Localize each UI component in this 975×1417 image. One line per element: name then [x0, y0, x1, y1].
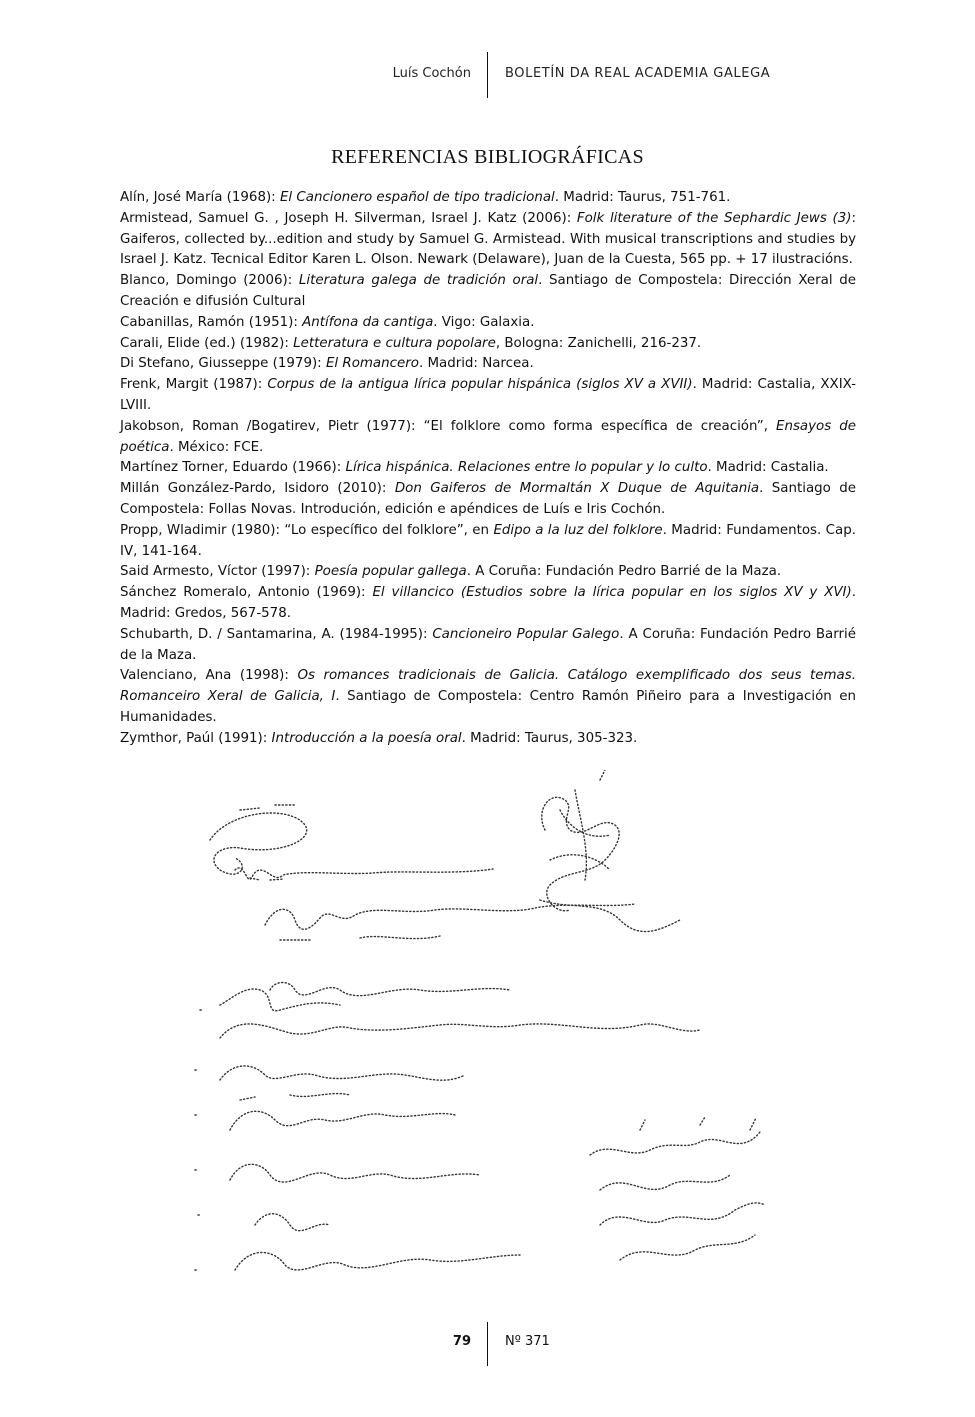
reference-item: Jakobson, Roman /Bogatirev, Pietr (1977): “El folklore como forma específica de creación”, Ensayos de poética. México: FCE.	[120, 418, 857, 455]
manuscript-flourish	[542, 797, 619, 910]
manuscript-signature	[600, 1203, 765, 1225]
reference-item: Armistead, Samuel G. , Joseph H. Silverman, Israel J. Katz (2006): Folk literature of the Sephardic Jews (3): Gaiferos, collected by...edition and study by Samuel G. Armistead. With musical transcriptions and studies by Israel J. Katz. Tecnical Editor Karen L. Olson. Newark (Delaware), Juan de la Cuesta, 565 pp. + 17 ilustracións.	[120, 210, 857, 268]
reference-list	[120, 188, 856, 750]
manuscript-line	[230, 1111, 455, 1130]
manuscript-line	[270, 983, 510, 996]
reference-item: Schubarth, D. / Santamarina, A. (1984-1995): Cancioneiro Popular Galego. A Coruña: Fundación Pedro Barrié de la Maza.	[120, 626, 856, 663]
manuscript-line	[220, 1024, 700, 1038]
reference-item: Valenciano, Ana (1998): Os romances tradicionais de Galicia. Catálogo exemplificado dos seus temas. Romanceiro Xeral de Galicia, I. Santiago de Compostela: Centro Ramón Piñeiro para a Investigación en Humanidades.	[120, 668, 856, 725]
manuscript-image	[180, 770, 800, 1290]
header-author: Luís Cochón	[392, 66, 471, 81]
reference-item: Zymthor, Paúl (1991): Introducción a la poesía oral. Madrid: Taurus, 305-323.	[120, 730, 638, 746]
manuscript-signature	[600, 1175, 730, 1190]
manuscript-line	[235, 868, 493, 879]
header-journal: BOLETÍN DA REAL ACADEMIA GALEGA	[505, 66, 771, 81]
section-title: REFERENCIAS BIBLIOGRÁFICAS	[331, 146, 644, 168]
running-header	[0, 52, 975, 98]
manuscript-line	[235, 1253, 520, 1271]
manuscript-signature	[620, 1235, 755, 1260]
reference-item: Millán González-Pardo, Isidoro (2010): Don Gaiferos de Mormaltán X Duque de Aquitania. Santiago de Compostela: Follas Novas. Introdución, edición e apéndices de Luís e Iris Cochón.	[120, 481, 856, 517]
page-footer	[0, 1322, 975, 1366]
reference-item: Blanco, Domingo (2006): Literatura galega de tradición oral. Santiago de Compostela: Dirección Xeral de Creación e difusión Cultural	[120, 273, 856, 309]
reference-item: Sánchez Romeralo, Antonio (1969): El villancico (Estudios sobre la lírica popular en los siglos XV y XVI). Madrid: Gredos, 567-578.	[120, 585, 856, 621]
manuscript-line	[220, 1066, 465, 1080]
manuscript-line	[265, 904, 635, 929]
manuscript-line	[230, 1164, 480, 1182]
reference-item: Di Stefano, Giusseppe (1979): El Romancero. Madrid: Narcea.	[120, 356, 534, 372]
reference-item: Alín, José María (1968): El Cancionero español de tipo tradicional. Madrid: Taurus, 751-761.	[120, 190, 731, 205]
manuscript-flourish	[210, 813, 307, 874]
reference-item: Said Armesto, Víctor (1997): Poesía popular gallega. A Coruña: Fundación Pedro Barrié de la Maza.	[120, 564, 782, 580]
reference-item: Carali, Elide (ed.) (1982): Letteratura e cultura popolare, Bologna: Zanichelli, 216-237.	[120, 335, 702, 351]
reference-item: Propp, Wladimir (1980): “Lo específico del folklore”, en Edipo a la luz del folklore. Madrid: Fundamentos. Cap. IV, 141-164.	[120, 522, 856, 559]
manuscript-line	[255, 1214, 330, 1231]
footer-divider	[487, 1322, 488, 1366]
manuscript-signature	[590, 1132, 760, 1155]
reference-item: Cabanillas, Ramón (1951): Antífona da cantiga. Vigo: Galaxia.	[120, 314, 535, 330]
issue-number: Nº 371	[505, 1334, 550, 1349]
reference-item: Martínez Torner, Eduardo (1966): Lírica hispánica. Relaciones entre lo popular y lo culto. Madrid: Castalia.	[120, 460, 829, 476]
reference-item: Frenk, Margit (1987): Corpus de la antigua lírica popular hispánica (siglos XV a XVII). Madrid: Castalia, XXIX-LVIII.	[120, 377, 857, 413]
header-divider	[487, 52, 488, 98]
page-number: 79	[452, 1334, 471, 1349]
